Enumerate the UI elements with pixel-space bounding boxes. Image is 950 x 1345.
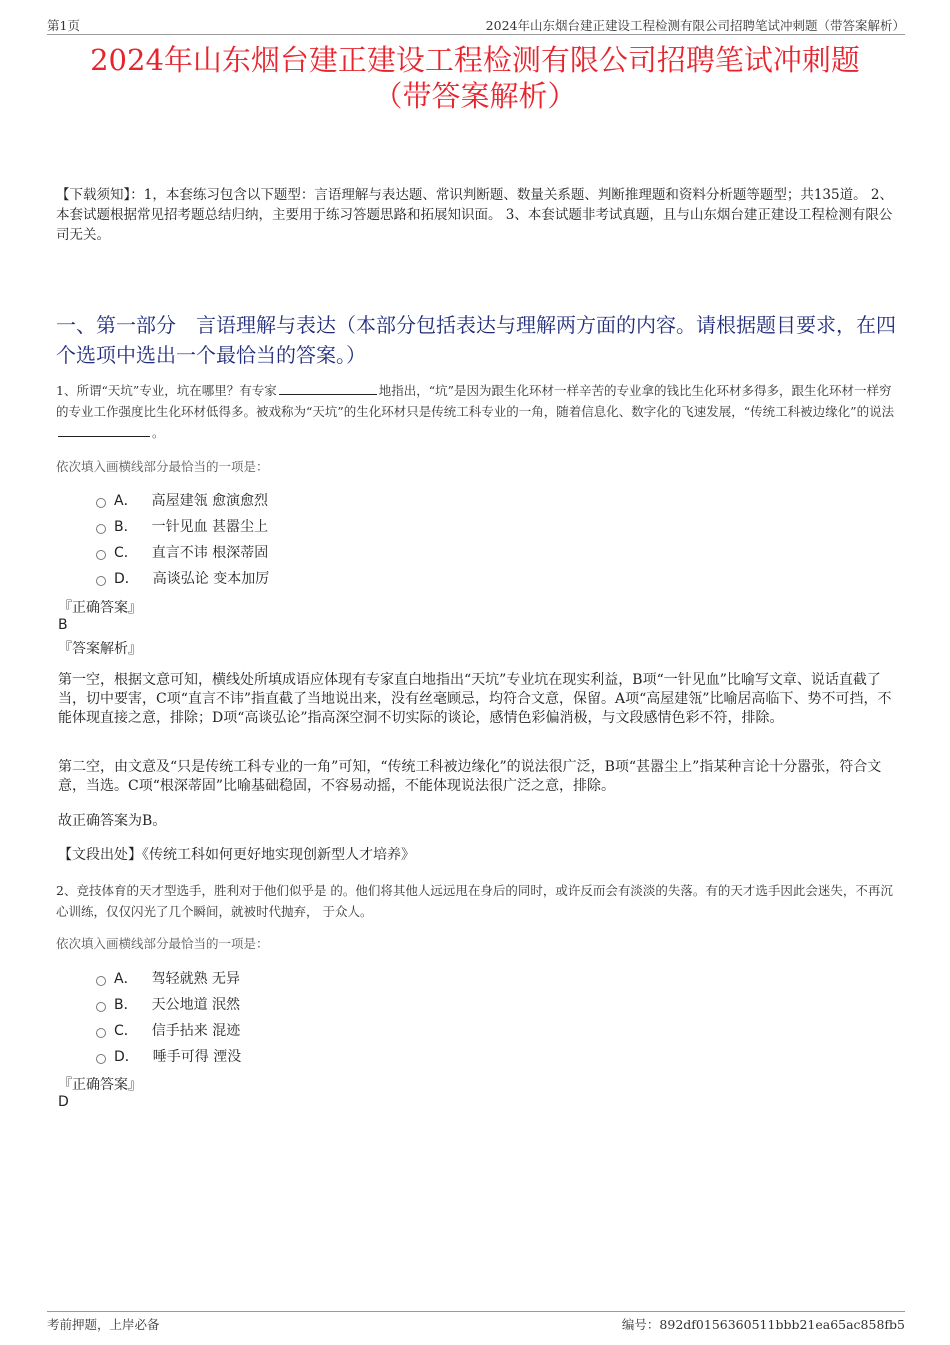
- q2-instruction: 依次填入画横线部分最恰当的一项是：: [56, 936, 269, 951]
- page-footer: [47, 1311, 905, 1334]
- title-line-2: （带答案解析）: [373, 79, 577, 113]
- radio-icon[interactable]: [96, 976, 106, 986]
- q1-instruction: 依次填入画横线部分最恰当的一项是：: [56, 459, 269, 474]
- download-notice: 【下载须知】：1，本套练习包含以下题型：言语理解与表达题、常识判断题、数量关系题、判断推理题和资料分析题等题型；共135道。 2、本套试题根据常见招考题总结归纳，主要用于练习答题思路和拓展知识面。 3、本套试题非考试真题，且与山东烟台建正建设工程检测有限公司无关。: [56, 187, 893, 243]
- document-title: [40, 42, 910, 114]
- q2-answer-label: 『正确答案』: [58, 1077, 142, 1093]
- question-2-text: 2、竞技体育的天才型选手，胜利对于他们似乎是 的。他们将其他人远远甩在身后的同时，或许反而会有淡淡的失落。有的天才选手因此会迷失，不再沉心训练，仅仅闪光了几个瞬间，就被时代抛弃， 于众人。: [56, 883, 893, 919]
- section-title: 一、第一部分 言语理解与表达（本部分包括表达与理解两方面的内容。请根据题目要求，在四个选项中选出一个最恰当的答案。）: [56, 313, 896, 367]
- radio-icon[interactable]: [96, 550, 106, 560]
- q1-option-c[interactable]: C． 直言不讳 根深蒂固: [96, 543, 269, 569]
- q1-text-part3: 。: [152, 425, 165, 440]
- footer-slogan: 考前押题，上岸必备: [47, 1317, 160, 1332]
- q1-option-a[interactable]: A． 高屋建瓴 愈演愈烈: [96, 491, 269, 517]
- q1-answer: B: [58, 617, 68, 633]
- q2-option-b[interactable]: B． 天公地道 泯然: [96, 995, 241, 1021]
- q1-text-part2: 地指出，“坑”是因为跟生化环材一样辛苦的专业拿的钱比生化环材多得多，跟生化环材一样穷的专业工作强度比生化环材低得多。被戏称为“天坑”的生化环材只是传统工科专业的一角，随着信息化、数字化的飞速发展，“传统工科被边缘化”的说法: [56, 383, 895, 419]
- q2-option-a[interactable]: A． 驾轻就熟 无异: [96, 969, 241, 995]
- page-header: [47, 14, 905, 35]
- radio-icon[interactable]: [96, 1028, 106, 1038]
- q1-source: 【文段出处】《传统工科如何更好地实现创新型人才培养》: [58, 847, 415, 863]
- q1-options: [96, 491, 269, 595]
- q1-conclusion: 故正确答案为B。: [58, 813, 167, 829]
- q1-option-d[interactable]: D． 高谈弘论 变本加厉: [96, 569, 269, 595]
- radio-icon[interactable]: [96, 1054, 106, 1064]
- q1-blank-2: [58, 424, 150, 437]
- q2-options: [96, 969, 241, 1073]
- header-doc-title: 2024年山东烟台建正建设工程检测有限公司招聘笔试冲刺题（带答案解析）: [485, 18, 905, 33]
- q1-analysis-2: 第二空，由文意及“只是传统工科专业的一角”可知，“传统工科被边缘化”的说法很广泛，B项“甚嚣尘上”指某种言论十分嚣张，符合文意，当选。C项“根深蒂固”比喻基础稳固，不容易动摇，不能体现说法很广泛之意，排除。: [58, 759, 882, 794]
- title-line-1: 2024年山东烟台建正建设工程检测有限公司招聘笔试冲刺题: [90, 43, 860, 77]
- q1-blank-1: [279, 382, 377, 395]
- q2-option-d[interactable]: D． 唾手可得 湮没: [96, 1047, 241, 1073]
- q1-analysis-1: 第一空，根据文意可知，横线处所填成语应体现有专家直白地指出“天坑”专业坑在现实利益，B项“一针见血”比喻写文章、说话直截了当，切中要害，C项“直言不讳”指直截了当地说出来，没有丝毫顾忌，均符合文意，保留。A项“高屋建瓴”比喻居高临下、势不可挡，不能体现直接之意，排除；D项“高谈弘论”指高深空洞不切实际的谈论，感情色彩偏消极，与文段感情色彩不符，排除。: [58, 672, 892, 726]
- q1-answer-label: 『正确答案』: [58, 600, 142, 616]
- q1-text-part1: 1、所谓“天坑”专业，坑在哪里？有专家: [56, 383, 277, 398]
- q2-option-c[interactable]: C． 信手拈来 混迹: [96, 1021, 241, 1047]
- footer-doc-id: 编号：892df0156360511bbb21ea65ac858fb5: [621, 1317, 905, 1332]
- q1-analysis-label: 『答案解析』: [58, 641, 142, 657]
- page-number: 第1页: [47, 18, 80, 33]
- q1-option-b[interactable]: B． 一针见血 甚嚣尘上: [96, 517, 269, 543]
- question-1-text: [56, 380, 899, 443]
- q2-answer: D: [58, 1094, 69, 1110]
- radio-icon[interactable]: [96, 1002, 106, 1012]
- radio-icon[interactable]: [96, 576, 106, 586]
- radio-icon[interactable]: [96, 498, 106, 508]
- radio-icon[interactable]: [96, 524, 106, 534]
